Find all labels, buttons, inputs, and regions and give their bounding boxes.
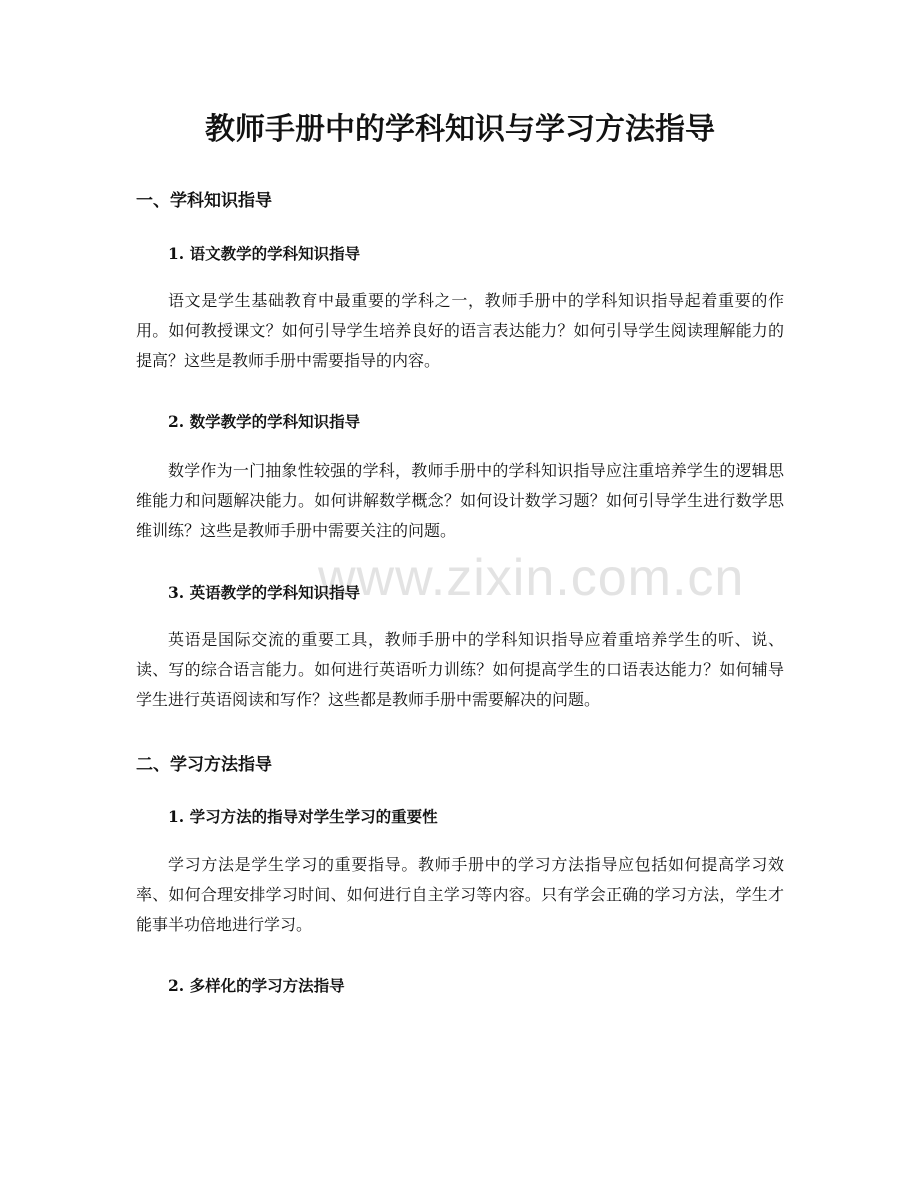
paragraph-english: 英语是国际交流的重要工具，教师手册中的学科知识指导应着重培养学生的听、说、读、写的综合语言能力。如何进行英语听力训练？如何提高学生的口语表达能力？如何辅导学生进行英语阅读和写作？这些都是教师手册中需要解决的问题。 xyxy=(136,630,784,709)
paragraph-chinese: 语文是学生基础教育中最重要的学科之一，教师手册中的学科知识指导起着重要的作用。如何教授课文？如何引导学生培养良好的语言表达能力？如何引导学生阅读理解能力的提高？这些是教师手册中需要指导的内容。 xyxy=(136,291,784,370)
watermark: www.zixin.com.cn xyxy=(318,549,745,607)
paragraph-method-importance: 学习方法是学生学习的重要指导。教师手册中的学习方法指导应包括如何提高学习效率、如何合理安排学习时间、如何进行自主学习等内容。只有学会正确的学习方法，学生才能事半功倍地进行学习。 xyxy=(136,855,784,934)
subsection-heading-english: 3. 英语教学的学科知识指导 xyxy=(168,583,361,602)
subsection-heading-method-importance: 1. 学习方法的指导对学生学习的重要性 xyxy=(168,807,438,826)
subsection-heading-chinese: 1. 语文教学的学科知识指导 xyxy=(168,244,361,263)
page-title: 教师手册中的学科知识与学习方法指导 xyxy=(205,112,715,147)
paragraph-math: 数学作为一门抽象性较强的学科，教师手册中的学科知识指导应注重培养学生的逻辑思维能力和问题解决能力。如何讲解数学概念？如何设计数学习题？如何引导学生进行数学思维训练？这些是教师手册中需要关注的问题。 xyxy=(136,461,784,540)
subsection-heading-diverse-methods: 2. 多样化的学习方法指导 xyxy=(168,976,345,995)
section-heading-learning-methods: 二、学习方法指导 xyxy=(136,755,272,775)
section-heading-subject-knowledge: 一、学科知识指导 xyxy=(136,191,272,211)
subsection-heading-math: 2. 数学教学的学科知识指导 xyxy=(168,412,361,431)
